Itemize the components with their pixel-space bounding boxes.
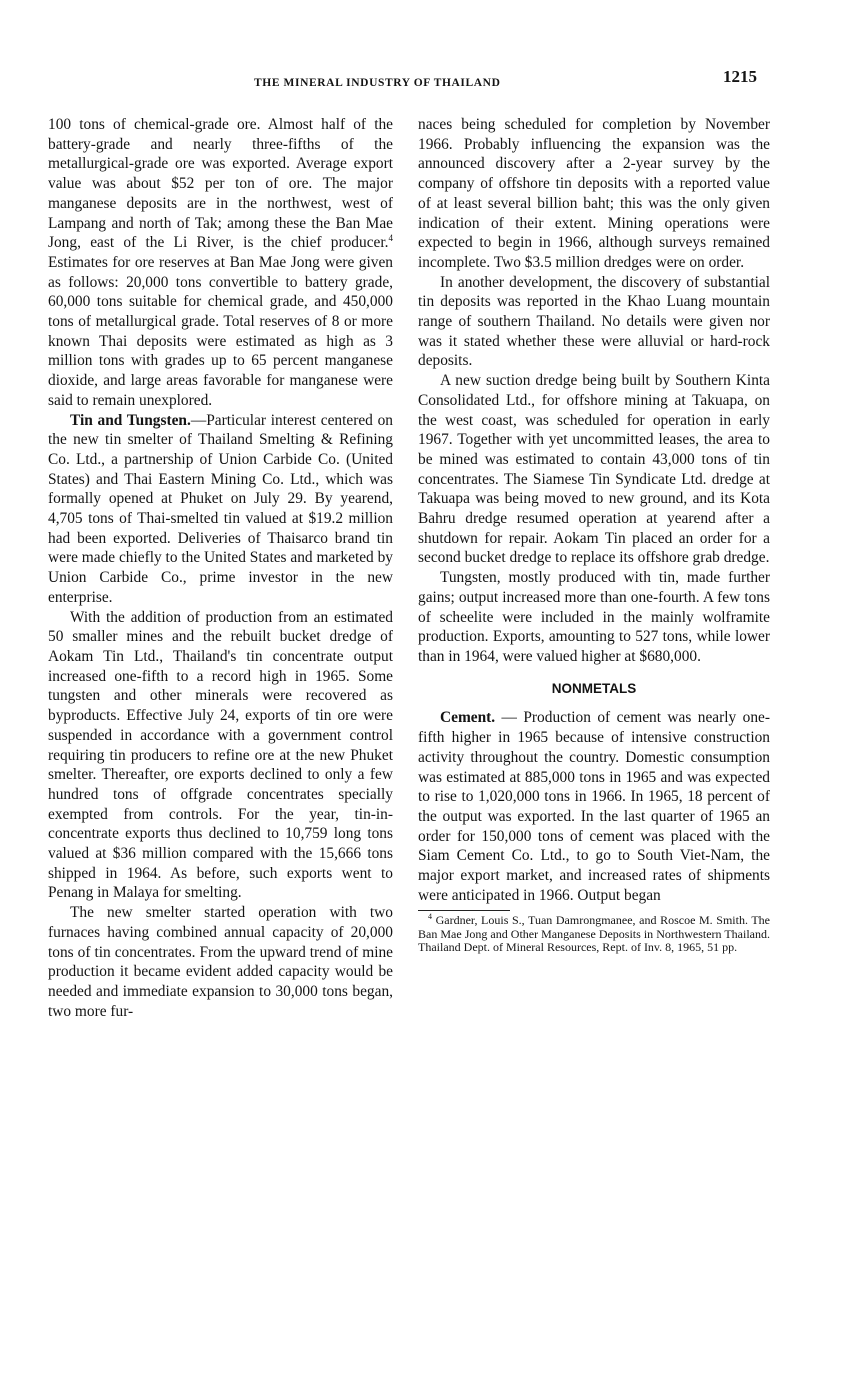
running-head: THE MINERAL INDUSTRY OF THAILAND	[254, 77, 501, 89]
run-in-heading-tin-tungsten: Tin and Tungsten.	[70, 411, 191, 429]
paragraph-text: — Production of cement was nearly one-fifth higher in 1965 because of intensive construction activity throughout the country. Domestic consumption was estimated at 885,000 tons in 1965 and was expected to rise to 1,020,000 tons in 1966. In 1965, 18 percent of the output was exported. In the last quarter of 1965 an order for 150,000 tons of cement was placed with the Siam Cement Co. Ltd., to go to South Viet-Nam, the major export market, and increased rates of shipments were anticipated in 1966. Output began	[418, 709, 770, 904]
footnote-ref[interactable]: 4	[388, 233, 393, 244]
paragraph-tin-tungsten	[48, 411, 393, 608]
paragraph-text-cont: Estimates for ore reserves at Ban Mae Jong were given as follows: 20,000 tons convertible to battery grade, 60,000 tons suitable for chemical grade, and 450,000 tons of metallurgical grade. Total reserves of 8 or more known Thai deposits were estimated as high as 3 million tons with grades up to 65 percent manganese dioxide, and large areas favorable for manganese were said to remain unexplored.	[48, 253, 393, 409]
paragraph-text: —Particular interest centered on the new tin smelter of Thailand Smelting & Refining Co. Ltd., a partnership of Union Carbide Co. (United States) and Thai Eastern Mining Co. Ltd., which was formally opened at Phuket on July 29. By yearend, 4,705 tons of Thai-smelted tin valued at $19.2 million had been exported. Deliveries of Thaisarco brand tin were made chiefly to the United States and marketed by Union Carbide Co., prime investor in the new enterprise.	[48, 411, 393, 606]
run-in-heading-cement: Cement.	[440, 709, 496, 727]
footnote	[418, 914, 770, 955]
footnote-mark: 4	[428, 912, 432, 922]
section-heading-nonmetals: NONMETALS	[551, 680, 637, 696]
paragraph-cement	[418, 708, 770, 905]
paragraph-manganese	[48, 115, 393, 411]
paragraph-tungsten: Tungsten, mostly produced with tin, made further gains; output increased more than one-fourth. A few tons of scheelite were included in the mainly wolframite production. Exports, amounting to 527 tons, while lower than in 1964, were valued higher at $680,000.	[418, 569, 770, 665]
paragraph-dredges: A new suction dredge being built by Southern Kinta Consolidated Ltd., for offshore mining at Takuapa, on the west coast, was scheduled for operation in early 1967. Together with yet uncommitted leases, the area to be mined was estimated to contain 43,000 tons of tin concentrates. The Siamese Tin Syndicate Ltd. dredge at Takuapa was being moved to new ground, and its Kota Bahru dredge resumed operation at yearend after a shutdown for repair. Aokam Tin placed an order for a second bucket dredge to replace its offshore grab dredge.	[418, 372, 770, 567]
paragraph-khao-luang: In another development, the discovery of substantial tin deposits was reported in the Khao Luang mountain range of southern Thailand. No details were given nor was it stated whether these were alluvial or hard-rock deposits.	[418, 273, 770, 370]
paragraph-production: With the addition of production from an estimated 50 smaller mines and the rebuilt bucket dredge of Aokam Tin Ltd., Thailand's tin concentrate output increased one-fifth to a record high in 1965. Some tungsten and other minerals were recovered as byproducts. Effective July 24, exports of tin ore were suspended in accordance with a government control requiring tin producers to refine ore at the new Phuket smelter. Thereafter, ore exports declined to only a few hundred tons of offgrade concentrates specially exempted from controls. For the year, tin-in-concentrate exports thus declined to 10,759 long tons valued at $36 million compared with the 15,666 tons shipped in 1964. As before, such exports went to Penang in Malaya for smelting.	[48, 608, 393, 902]
paragraph-text: 100 tons of chemical-grade ore. Almost half of the battery-grade and nearly three-fifths of the metallurgical-grade ore was exported. Average export value was about $52 per ton of ore. The major manganese deposits are in the northwest, west of Lampang and north of Tak; among these the Ban Mae Jong, east of the Li River, is the chief producer.	[48, 116, 393, 252]
page-number: 1215	[723, 67, 757, 86]
right-column	[418, 115, 770, 955]
left-column	[48, 115, 393, 1021]
footnote-divider	[418, 910, 510, 911]
footnote-text: Gardner, Louis S., Tuan Damrongmanee, and Roscoe M. Smith. The Ban Mae Jong and Other Manganese Deposits in Northwestern Thailand. Thailand Dept. of Mineral Resources, Rept. of Inv. 8, 1965, 51 pp.	[418, 913, 770, 955]
paragraph-smelter: The new smelter started operation with two furnaces having combined annual capacity of 20,000 tons of tin concentrates. From the upward trend of mine production it became evident added capacity would be needed and immediate expansion to 30,000 tons began, two more fur-	[48, 904, 393, 1020]
paragraph-expansion: naces being scheduled for completion by November 1966. Probably influencing the expansion was the announced discovery after a 2-year survey by the company of offshore tin deposits with a reported value of at least several billion baht; this was the only given indication of their extent. Mining operations were expected to begin in 1966, although surveys remained incomplete. Two $3.5 million dredges were on order.	[418, 116, 770, 271]
